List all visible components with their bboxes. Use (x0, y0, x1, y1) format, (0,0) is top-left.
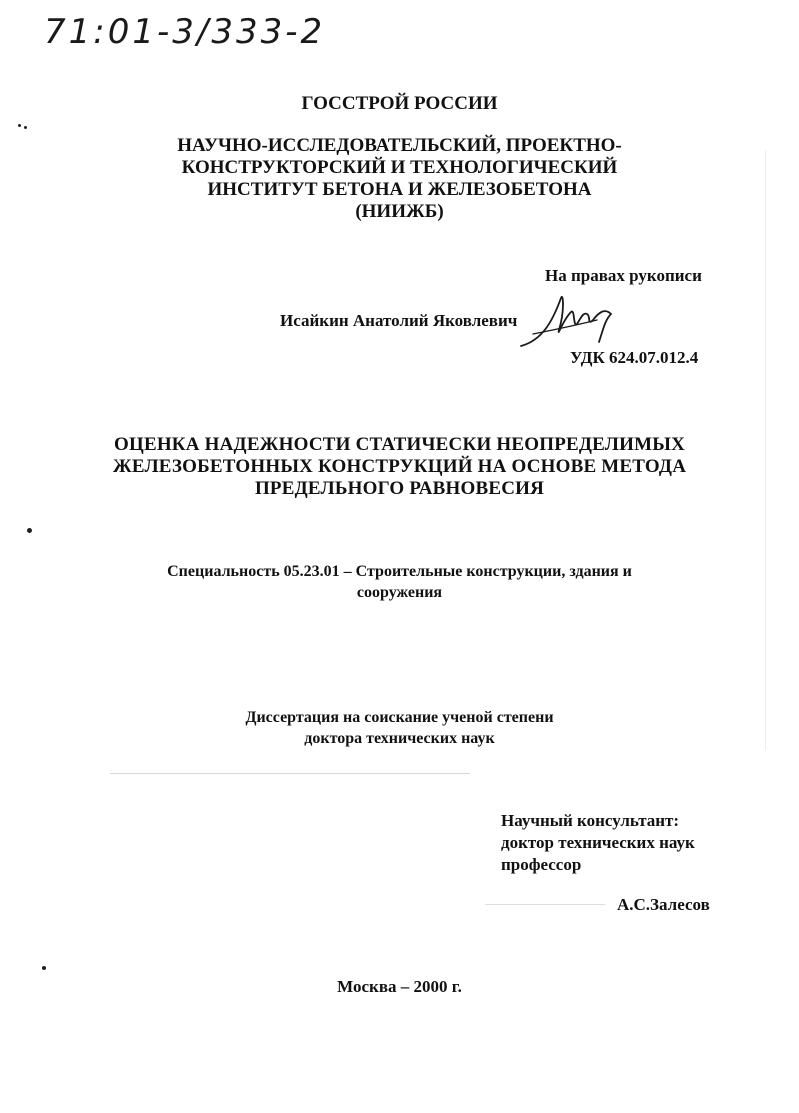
title-line-2: ЖЕЛЕЗОБЕТОННЫХ КОНСТРУКЦИЙ НА ОСНОВЕ МЕТОДА (112, 456, 687, 477)
scientific-consultant (501, 810, 695, 876)
institute-line-3: ИНСТИТУТ БЕТОНА И ЖЕЛЕЗОБЕТОНА (207, 179, 592, 200)
title-line-3: ПРЕДЕЛЬНОГО РАВНОВЕСИЯ (254, 478, 545, 499)
scan-speck (18, 124, 21, 127)
scan-noise-edge (765, 150, 766, 750)
consultant-label: Научный консультант: (501, 811, 680, 830)
scan-speck (24, 126, 27, 129)
scan-speck (42, 966, 46, 970)
dissertation-degree (0, 707, 799, 749)
specialty-line-2: сооружения (356, 584, 443, 601)
institute-line-2: КОНСТРУКТОРСКИЙ И ТЕХНОЛОГИЧЕСКИЙ (181, 157, 618, 178)
city-year: Москва – 2000 г. (337, 977, 462, 996)
scan-speck (27, 528, 32, 533)
scan-noise-line (110, 773, 470, 774)
consultant-degree: доктор технических наук (501, 833, 695, 852)
author-name: Исайкин Анатолий Яковлевич (280, 311, 518, 330)
manuscript-note: На правах рукописи (545, 266, 702, 285)
dissertation-title (0, 434, 799, 500)
consultant-name: А.С.Залесов (617, 895, 710, 914)
specialty (0, 561, 799, 603)
scan-noise-line (485, 904, 605, 905)
dissertation-line-2: доктора технических наук (304, 730, 495, 747)
title-line-1: ОЦЕНКА НАДЕЖНОСТИ СТАТИЧЕСКИ НЕОПРЕДЕЛИМЫХ (113, 434, 686, 455)
institute-line-1: НАУЧНО-ИССЛЕДОВАТЕЛЬСКИЙ, ПРОЕКТНО- (177, 135, 622, 156)
ministry-heading: ГОССТРОЙ РОССИИ (301, 93, 498, 114)
handwritten-catalog-number: 71:01-3/333-2 (44, 12, 326, 52)
dissertation-line-1: Диссертация на соискание ученой степени (245, 709, 554, 726)
udk-code: УДК 624.07.012.4 (570, 348, 699, 367)
institute-line-4: (НИИЖБ) (355, 201, 444, 222)
institute-name (0, 135, 799, 223)
specialty-line-1: Специальность 05.23.01 – Строительные конструкции, здания и (167, 563, 632, 580)
signature-icon (513, 290, 623, 352)
consultant-rank: профессор (501, 855, 582, 874)
